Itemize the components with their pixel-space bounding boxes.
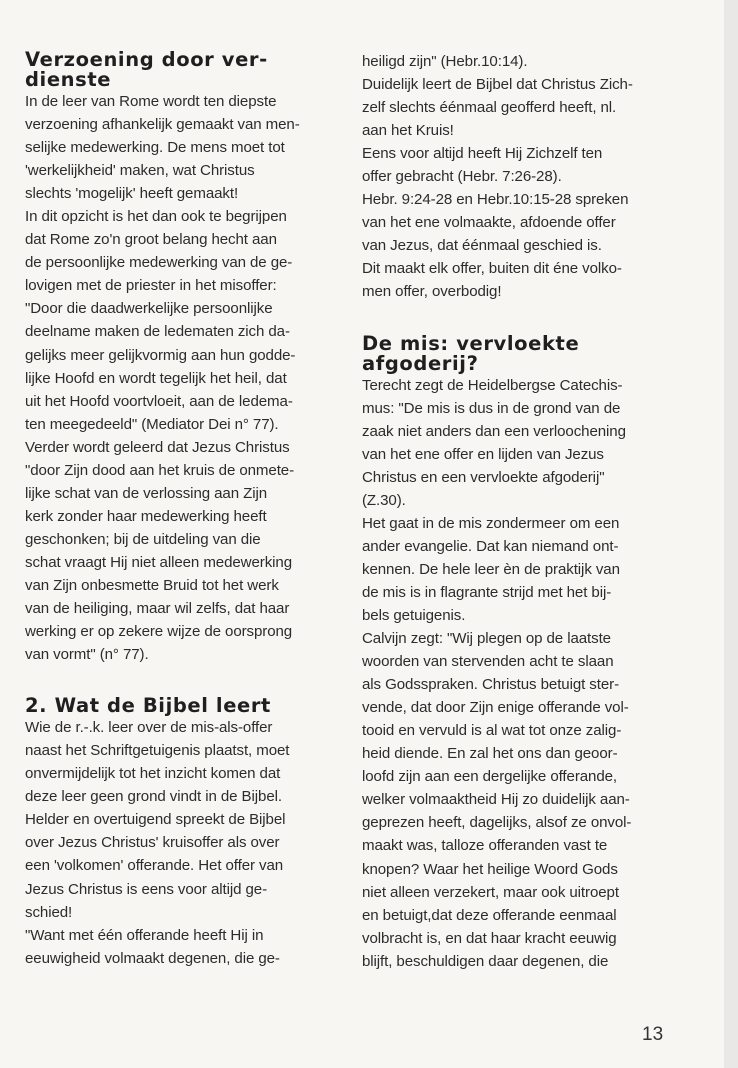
text-line: "Want met één offerande heeft Hij in (25, 926, 264, 944)
text-line: maakt was, talloze offeranden vast te (362, 837, 608, 855)
text-line: de persoonlijke medewerking van de ge- (25, 254, 293, 272)
text-line: van het ene volmaakte, afdoende offer (362, 214, 616, 232)
text-line: uit het Hoofd voortvloeit, aan de ledema- (25, 392, 293, 410)
text-line: schied! (25, 903, 73, 921)
text-line: blijft, beschuldigen daar degenen, die (362, 952, 609, 970)
text-line: geschonken; bij de uitdeling van die (25, 530, 261, 548)
text-line: Helder en overtuigend spreekt de Bijbel (25, 811, 286, 829)
paragraph-de-mis (362, 374, 667, 973)
text-line: aan het Kruis! (362, 122, 454, 140)
text-line: verzoening afhankelijk gemaakt van men- (25, 116, 300, 134)
text-line: ten meegedeeld" (Mediator Dei n° 77). (25, 415, 279, 433)
text-line: volbracht is, en dat haar kracht eeuwig (362, 929, 617, 947)
section-gap (362, 304, 667, 334)
heading-line: Verzoening door ver- (25, 48, 268, 71)
heading-wat-de-bijbel-leert (25, 696, 337, 716)
text-line: lijke schat van de verlossing aan Zijn (25, 484, 268, 502)
text-line: Wie de r.-.k. leer over de mis-als-offer (25, 719, 273, 737)
text-line: ander evangelie. Dat kan niemand ont- (362, 537, 619, 555)
text-line: Verder wordt geleerd dat Jezus Christus (25, 438, 290, 456)
text-line: offer gebracht (Hebr. 7:26-28). (362, 168, 562, 186)
text-line: zaak niet anders dan een verloochening (362, 422, 626, 440)
right-column (362, 50, 667, 973)
heading-de-mis (362, 331, 667, 375)
text-line: niet alleen verzekert, maar ook uitroept (362, 883, 619, 901)
text-line: van de heiliging, maar wil zelfs, dat haar (25, 600, 290, 618)
text-line: slechts 'mogelijk' heeft gemaakt! (25, 185, 239, 203)
text-line: heiligd zijn" (Hebr.10:14). (362, 53, 528, 70)
heading-verzoening (25, 50, 337, 90)
text-line: Het gaat in de mis zondermeer om een (362, 514, 620, 532)
text-line: en betuigt,dat deze offerande eenmaal (362, 906, 617, 924)
text-line: In dit opzicht is het dan ook te begrijpen (25, 208, 287, 226)
text-line: werking er op zekere wijze de oorsprong (25, 623, 293, 641)
text-line: lijke Hoofd en wordt tegelijk het heil, dat (25, 369, 287, 387)
text-line: Eens voor altijd heeft Hij Zichzelf ten (362, 145, 603, 163)
text-line: loofd zijn aan een dergelijke offerande, (362, 768, 618, 786)
text-line: dat Rome zo'n groot belang hecht aan (25, 231, 277, 249)
text-line: Christus en een vervloekte afgoderij" (362, 468, 605, 486)
text-line: schat vraagt Hij niet alleen medewerking (25, 553, 292, 571)
text-line: bels getuigenis. (362, 606, 466, 624)
paragraph-bijbel (25, 716, 337, 970)
text-line: Calvijn zegt: "Wij plegen op de laatste (362, 630, 611, 648)
section-gap (25, 666, 337, 696)
text-line: deelname maken de ledematen zich da- (25, 323, 290, 341)
text-line: mus: "De mis is dus in de grond van de (362, 399, 621, 417)
text-line: Jezus Christus is eens voor altijd ge- (25, 880, 267, 898)
text-line: over Jezus Christus' kruisoffer als over (25, 834, 280, 852)
text-line: heid diende. En zal het ons dan geoor- (362, 745, 618, 763)
text-line: men offer, overbodig! (362, 283, 502, 301)
text-line: van Jezus, dat éénmaal geschied is. (362, 237, 602, 255)
text-line: lovigen met de priester in het misoffer: (25, 277, 277, 295)
text-line: de mis is in flagrante strijd met het bij- (362, 583, 612, 601)
text-line: 'werkelijkheid' maken, wat Christus (25, 162, 255, 180)
text-line: tooid en vervuld is al wat tot onze zalig- (362, 722, 622, 740)
text-line: Hebr. 9:24-28 en Hebr.10:15-28 spreken (362, 191, 629, 209)
text-line: kennen. De hele leer èn de praktijk van (362, 560, 620, 578)
paragraph-continuation (362, 50, 667, 304)
text-line: "Door die daadwerkelijke persoonlijke (25, 300, 273, 318)
heading-line: afgoderij? (362, 351, 479, 375)
paragraph-verzoening (25, 90, 337, 666)
text-line: geprezen heeft, dagelijks, alsof ze onvol- (362, 814, 632, 832)
left-column (25, 50, 337, 970)
text-line: welker volmaaktheid Hij zo duidelijk aan- (362, 791, 630, 809)
text-line: In de leer van Rome wordt ten diepste (25, 93, 277, 110)
text-line: deze leer geen grond vindt in de Bijbel. (25, 788, 282, 806)
text-line: onvermijdelijk tot het inzicht komen dat (25, 765, 281, 783)
text-line: van Zijn onbesmette Bruid tot het werk (25, 576, 279, 594)
text-line: knopen? Waar het heilige Woord Gods (362, 860, 618, 878)
text-line: gelijks meer gelijkvormig aan hun godde- (25, 346, 296, 364)
text-line: Dit maakt elk offer, buiten dit éne volko- (362, 260, 622, 278)
text-line: Duidelijk leert de Bijbel dat Christus Zich- (362, 76, 633, 94)
text-line: eeuwigheid volmaakt degenen, die ge- (25, 949, 280, 967)
text-line: naast het Schriftgetuigenis plaatst, moet (25, 742, 290, 760)
text-line: een 'volkomen' offerande. Het offer van (25, 857, 284, 875)
text-line: (Z.30). (362, 491, 406, 509)
text-line: "door Zijn dood aan het kruis de onmete- (25, 461, 295, 479)
heading-line: 2. Wat de Bijbel leert (25, 694, 271, 718)
text-line: woorden van stervenden acht te slaan (362, 653, 614, 671)
heading-line: dienste (25, 68, 112, 91)
text-line: van het ene offer en lijden van Jezus (362, 445, 604, 463)
text-line: als Godsspraken. Christus betuigt ster- (362, 676, 619, 694)
text-line: vende, dat door Zijn enige offerande vol- (362, 699, 629, 717)
text-line: zelf slechts éénmaal geofferd heeft, nl. (362, 99, 617, 117)
page-number: 13 (642, 1024, 664, 1045)
text-line: kerk zonder haar medewerking heeft (25, 507, 267, 525)
text-line: van vormt" (n° 77). (25, 646, 149, 664)
heading-line: De mis: vervloekte (362, 331, 580, 355)
text-line: Terecht zegt de Heidelbergse Catechis- (362, 376, 623, 394)
text-line: selijke medewerking. De mens moet tot (25, 139, 285, 157)
